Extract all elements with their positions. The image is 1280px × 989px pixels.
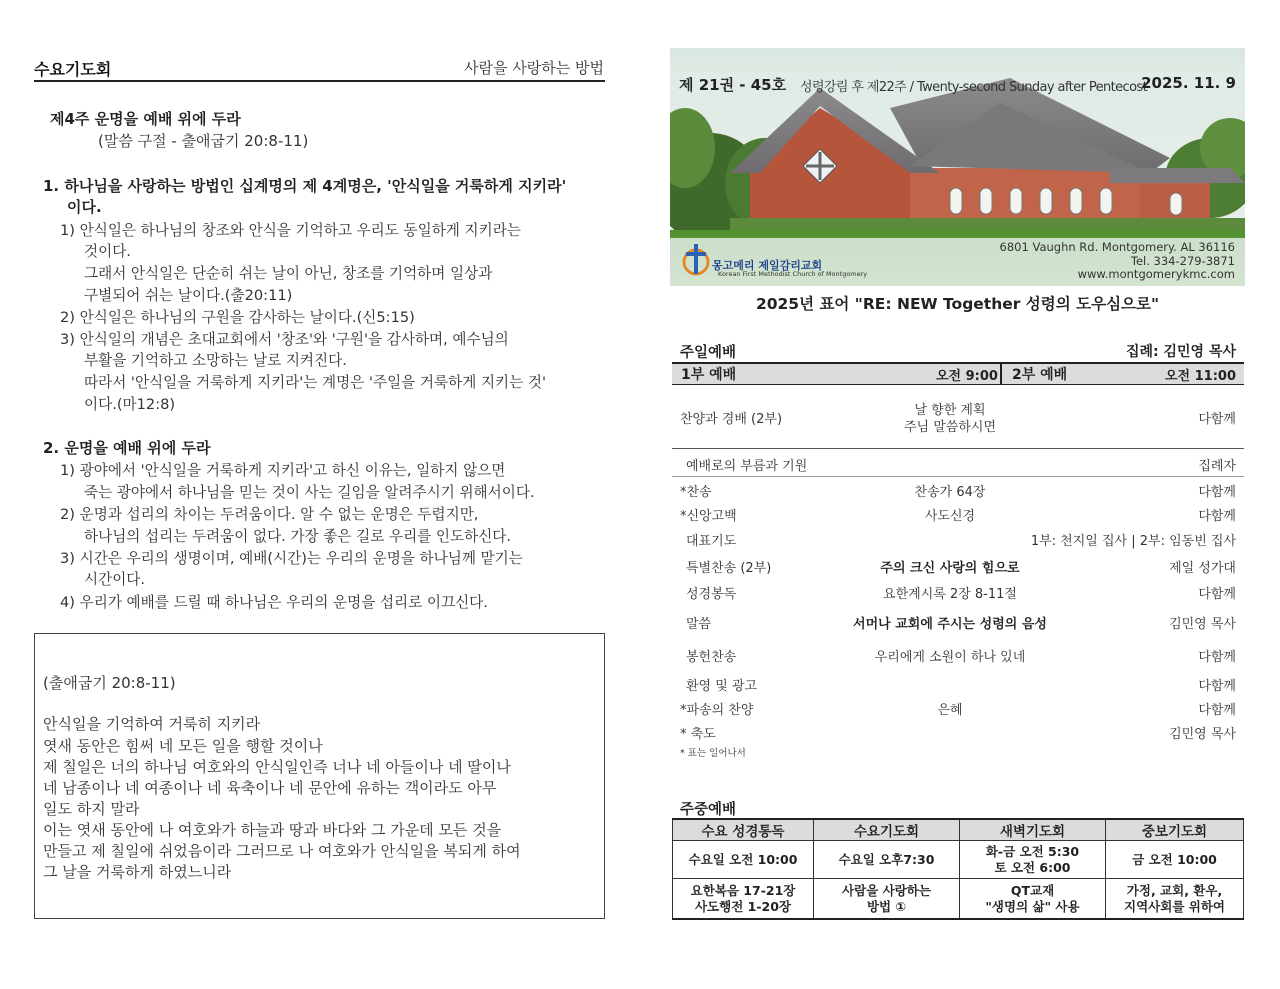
weekday-detail: 사도행전 1-20장 bbox=[694, 898, 791, 914]
header-divider bbox=[34, 80, 605, 82]
order-item-title: 은혜 bbox=[937, 703, 963, 718]
scripture-line: 네 남종이나 네 여종이나 네 육축이나 네 문안에 유하는 객이라도 아무 bbox=[43, 779, 497, 797]
weekday-detail: QT교재 bbox=[1010, 882, 1055, 898]
order-item-label: 환영 및 광고 bbox=[686, 679, 758, 694]
sunday-worship-label: 주일예배 bbox=[680, 345, 737, 361]
order-item-label: 말씀 bbox=[686, 617, 712, 632]
weekday-detail-cell bbox=[673, 879, 814, 920]
order-item-label: *파송의 찬양 bbox=[680, 703, 754, 718]
weekday-schedule-table bbox=[672, 818, 1244, 920]
order-item-title: 우리에게 소원이 하나 있네 bbox=[874, 650, 1026, 665]
order-item-leader: 다함께 bbox=[1198, 509, 1236, 524]
section1-line: 3) 안식일의 개념은 초대교회에서 '창조'와 '구원'을 감사하며, 예수님의 bbox=[60, 331, 509, 348]
bulletin-volume: 제 21권 - 45호 bbox=[679, 76, 787, 94]
order-item-leader: 다함께 bbox=[1198, 650, 1236, 665]
order-item-label: 성경봉독 bbox=[686, 587, 737, 602]
weekday-detail: 요한복음 17-21장 bbox=[690, 882, 796, 898]
section1-line: 그래서 안식일은 단순히 쉬는 날이 아닌, 창조를 기억하며 일상과 bbox=[84, 265, 493, 282]
order-item-label: *신앙고백 bbox=[680, 509, 737, 524]
page-header-subtitle: 사람을 사랑하는 방법 bbox=[464, 59, 604, 77]
order-item-label: 예배로의 부름과 기원 bbox=[686, 459, 808, 474]
order-item-title: 날 향한 계획 bbox=[914, 403, 986, 418]
bulletin-date: 2025. 11. 9 bbox=[1141, 74, 1236, 92]
section1-line: 것이다. bbox=[84, 243, 131, 260]
order-item-label: * 축도 bbox=[680, 727, 716, 742]
order-item-leader: 다함께 bbox=[1198, 703, 1236, 718]
page-header-title: 수요기도회 bbox=[34, 60, 112, 79]
row-divider bbox=[672, 448, 1244, 449]
order-item-title: 사도신경 bbox=[924, 509, 976, 524]
order-item-label: 대표기도 bbox=[686, 534, 737, 549]
weekday-time-extra: 토 오전 6:00 bbox=[994, 859, 1071, 875]
section1-title-cont: 이다. bbox=[67, 198, 102, 216]
section1-line: 2) 안식일은 하나님의 구원을 감사하는 날이다.(신5:15) bbox=[60, 309, 415, 326]
service1-label: 1부 예배 bbox=[681, 367, 737, 383]
section2-line: 1) 광야에서 '안식일을 거룩하게 지키라'고 하신 이유는, 일하지 않으면 bbox=[60, 462, 506, 479]
weekday-time: 금 오전 10:00 bbox=[1106, 841, 1244, 879]
order-item-leader: 다함께 bbox=[1198, 485, 1236, 500]
order-item-leader: 김민영 목사 bbox=[1169, 617, 1236, 632]
section1-line: 구별되어 쉬는 날이다.(출20:11) bbox=[84, 287, 293, 304]
section2-line: 하나님의 섭리는 두려움이 없다. 가장 좋은 길로 우리를 인도하신다. bbox=[84, 528, 512, 545]
week-reference: (말씀 구절 - 출애굽기 20:8-11) bbox=[98, 132, 309, 150]
church-name-ko: 몽고메리 제일감리교회 bbox=[712, 259, 823, 272]
section2-line: 죽는 광야에서 하나님을 믿는 것이 사는 길임을 알려주시기 위해서이다. bbox=[84, 484, 535, 501]
weekday-time: 수요일 오전 10:00 bbox=[673, 841, 814, 879]
service2-label: 2부 예배 bbox=[1012, 367, 1068, 383]
scripture-line: 이는 엿새 동안에 나 여호와가 하늘과 땅과 바다와 그 가운데 모든 것을 bbox=[43, 821, 502, 839]
weekday-header: 수요 성경통독 bbox=[673, 819, 814, 841]
order-item-title: 찬송가 64장 bbox=[914, 485, 986, 500]
weekday-detail: 방법 ① bbox=[866, 898, 907, 914]
section2-title: 2. 운명을 예배 위에 두라 bbox=[43, 439, 211, 457]
scripture-line: 엿새 동안은 힘써 네 모든 일을 행할 것이나 bbox=[43, 737, 323, 755]
presider: 집례: 김민영 목사 bbox=[1125, 344, 1236, 360]
weekday-detail-cell bbox=[960, 879, 1106, 920]
order-item-leader: 다함께 bbox=[1198, 587, 1236, 602]
liturgical-season: 성령강림 후 제22주 / Twenty-second Sunday after Pentecost bbox=[800, 80, 1148, 95]
order-item-leader: 다함께 bbox=[1198, 412, 1236, 427]
church-address: 6801 Vaughn Rd. Montgomery. AL 36116 bbox=[999, 240, 1235, 254]
scripture-reference: (출애굽기 20:8-11) bbox=[43, 674, 176, 692]
section2-line: 시간이다. bbox=[84, 571, 146, 588]
section1-line: 부활을 기억하고 소망하는 날로 지켜진다. bbox=[84, 352, 347, 369]
weekday-time: 수요일 오후7:30 bbox=[814, 841, 960, 879]
weekday-detail: "생명의 삶" 사용 bbox=[985, 898, 1080, 914]
scripture-line: 제 칠일은 너의 하나님 여호와의 안식일인즉 너나 네 아들이나 네 딸이나 bbox=[43, 758, 511, 776]
scripture-line: 그 날을 거룩하게 하였느니라 bbox=[43, 863, 232, 881]
section2-line: 4) 우리가 예배를 드릴 때 하나님은 우리의 운명을 섭리로 이끄신다. bbox=[60, 594, 488, 611]
order-item-label: 찬양과 경배 (2부) bbox=[680, 412, 783, 427]
weekday-detail: 사람을 사랑하는 bbox=[842, 882, 931, 898]
order-item-leader: 제일 성가대 bbox=[1169, 561, 1236, 576]
order-item-title: 요한계시록 2장 8-11절 bbox=[883, 587, 1017, 602]
weekday-header: 중보기도회 bbox=[1106, 819, 1244, 841]
row-divider bbox=[672, 476, 1244, 477]
week-title: 제4주 운명을 예배 위에 두라 bbox=[50, 110, 241, 128]
order-item-title: 주님 말씀하시면 bbox=[903, 420, 997, 435]
section2-line: 2) 운명과 섭리의 차이는 두려움이다. 알 수 없는 운명은 두렵지만, bbox=[60, 506, 479, 523]
weekday-header: 수요기도회 bbox=[814, 819, 960, 841]
order-item-title: 주의 크신 사랑의 힘으로 bbox=[880, 561, 1020, 576]
order-item-leader: 다함께 bbox=[1198, 679, 1236, 694]
order-item-label: *찬송 bbox=[680, 485, 712, 500]
weekday-detail-cell bbox=[814, 879, 960, 920]
section1-title: 1. 하나님을 사랑하는 방법인 십계명의 제 4계명은, '안식일을 거룩하게 지키라' bbox=[43, 177, 567, 195]
church-phone: Tel. 334-279-3871 bbox=[1130, 254, 1235, 268]
order-item-leader: 김민영 목사 bbox=[1169, 727, 1236, 742]
sermon-title: 서머나 교회에 주시는 성령의 음성 bbox=[853, 617, 1047, 632]
scripture-line: 안식일을 기억하여 거룩히 지키라 bbox=[43, 715, 261, 733]
scripture-line: 만들고 제 칠일에 쉬었음이라 그러므로 나 여호와가 안식일을 복되게 하여 bbox=[43, 842, 521, 860]
weekday-detail: 가정, 교회, 환우, bbox=[1126, 882, 1223, 898]
section1-line: 이다.(마12:8) bbox=[84, 396, 176, 413]
church-name-en: Korean First Methodist Church of Montgomery bbox=[718, 270, 868, 278]
year-motto: 2025년 표어 "RE: NEW Together 성령의 도우심으로" bbox=[755, 295, 1160, 313]
scripture-line: 일도 하지 말라 bbox=[43, 800, 140, 818]
section1-line: 따라서 '안식일을 거룩하게 지키라'는 계명은 '주일을 거룩하게 지키는 것' bbox=[84, 374, 546, 391]
weekday-detail: 지역사회를 위하여 bbox=[1124, 898, 1225, 914]
order-item-label: 봉헌찬송 bbox=[686, 650, 737, 665]
weekday-time-cell bbox=[960, 841, 1106, 879]
weekday-header: 새벽기도회 bbox=[960, 819, 1106, 841]
service1-time: 오전 9:00 bbox=[936, 369, 998, 384]
section2-line: 3) 시간은 우리의 생명이며, 예배(시간)는 우리의 운명을 하나님께 맡기는 bbox=[60, 550, 523, 567]
standing-footnote: * 표는 일어나서 bbox=[680, 748, 746, 759]
weekday-detail-cell bbox=[1106, 879, 1244, 920]
church-website[interactable]: www.montgomerykmc.com bbox=[1077, 267, 1235, 281]
service2-time: 오전 11:00 bbox=[1164, 369, 1236, 384]
order-item-leader: 집례자 bbox=[1198, 459, 1236, 474]
section1-line: 1) 안식일은 하나님의 창조와 안식을 기억하고 우리도 동일하게 지키라는 bbox=[60, 222, 521, 239]
weekday-time: 화-금 오전 5:30 bbox=[985, 843, 1080, 859]
weekday-worship-label: 주중예배 bbox=[680, 802, 737, 818]
order-item-leader: 1부: 천지일 집사 | 2부: 임동빈 집사 bbox=[1030, 534, 1236, 549]
order-item-label: 특별찬송 (2부) bbox=[686, 561, 772, 576]
